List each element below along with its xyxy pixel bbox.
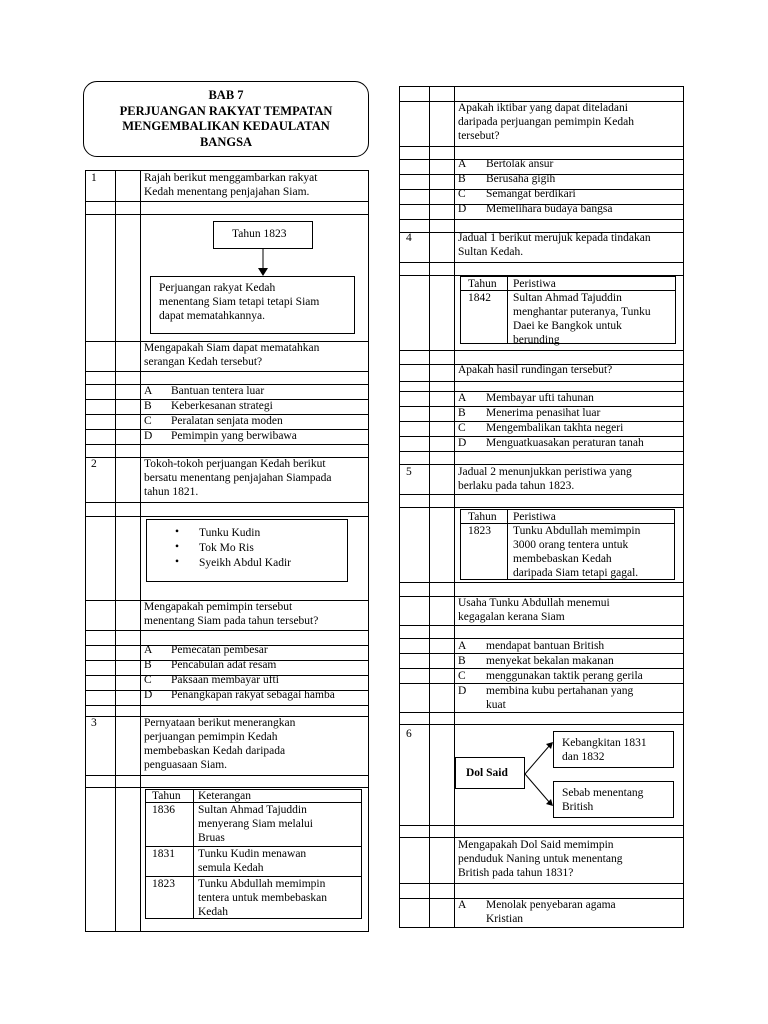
option-text: Semangat berdikari [486, 188, 576, 200]
option-letter: C [144, 674, 152, 686]
list-item: Tunku Kudin [199, 527, 261, 539]
option-text: membina kubu pertahanan yang [486, 685, 634, 697]
question-stem: Rajah berikut menggambarkan rakyat [144, 172, 318, 184]
option-letter: B [458, 173, 466, 185]
table-header: Tahun [468, 511, 497, 523]
question-stem: Kedah menentang penjajahan Siam. [144, 186, 310, 198]
option-letter: A [458, 899, 467, 911]
question-prompt: serangan Kedah tersebut? [144, 356, 263, 368]
question-stem: membebaskan Kedah daripada [144, 745, 286, 757]
question-number: 5 [406, 466, 412, 478]
option-letter: B [144, 659, 152, 671]
question-number: 2 [91, 458, 97, 470]
option-text: Bertolak ansur [486, 158, 554, 170]
question-prompt: Usaha Tunku Abdullah menemui [458, 597, 610, 609]
table-cell: 1836 [152, 804, 175, 816]
arrow-down-icon [255, 249, 271, 277]
branch-arrows-icon [524, 740, 556, 810]
leader-list-box [146, 519, 348, 582]
question-number: 6 [406, 728, 412, 740]
question-stem: Jadual 2 menunjukkan peristiwa yang [458, 466, 632, 478]
question-prompt: Apakah hasil rundingan tersebut? [458, 364, 613, 376]
question-stem: berlaku pada tahun 1823. [458, 480, 575, 492]
option-letter: D [458, 685, 467, 697]
table-cell: membebaskan Kedah [513, 553, 612, 565]
table-header: Tahun [152, 790, 181, 802]
table-header: Keterangan [198, 790, 251, 802]
question-stem: penguasaan Siam. [144, 759, 228, 771]
table-header: Tahun [468, 278, 497, 290]
option-letter: C [144, 415, 152, 427]
table-header: Peristiwa [513, 511, 556, 523]
question-stem: Jadual 1 berikut merujuk kepada tindakan [458, 232, 651, 244]
table-cell: 3000 orang tentera untuk [513, 539, 629, 551]
statement-table [145, 789, 362, 919]
table-cell: tentera untuk membebaskan [198, 892, 328, 904]
diagram-description-box: Perjuangan rakyat Kedah menentang Siam tetapi tetapi Siam dapat mematahkannya. [150, 276, 355, 334]
table-cell: Tunku Abdullah memimpin [198, 878, 326, 890]
option-text: Memelihara budaya bangsa [486, 203, 613, 215]
option-letter: B [458, 655, 466, 667]
chapter-title-line: MENGEMBALIKAN KEDAULATAN [122, 119, 330, 133]
option-text: Menerima penasihat luar [486, 407, 601, 419]
list-item: Tok Mo Ris [199, 542, 254, 554]
diagram-node-box: Sebab menentang British [553, 781, 674, 818]
diagram-center-box: Dol Said [455, 757, 525, 789]
option-letter: A [144, 644, 153, 656]
list-item: Syeikh Abdul Kadir [199, 557, 291, 569]
diagram-node-box: Kebangkitan 1831 dan 1832 [553, 731, 674, 768]
question-prompt: menentang Siam pada tahun tersebut? [144, 615, 319, 627]
event-table [460, 509, 675, 580]
option-letter: C [458, 422, 466, 434]
question-prompt: tersebut? [458, 130, 500, 142]
table-cell: daripada Siam tetapi gagal. [513, 567, 639, 579]
option-text: Keberkesanan strategi [171, 400, 273, 412]
option-letter: B [144, 400, 152, 412]
table-cell: Daei ke Bangkok untuk [513, 320, 622, 332]
option-text: Peralatan senjata moden [171, 415, 283, 427]
option-letter: A [458, 640, 467, 652]
option-text: Kristian [486, 913, 524, 925]
table-cell: Sultan Ahmad Tajuddin [198, 804, 307, 816]
table-cell: menyerang Siam melalui [198, 818, 313, 830]
chapter-number: BAB 7 [208, 88, 244, 102]
table-cell: 1823 [152, 878, 175, 890]
question-stem: Pernyataan berikut menerangkan [144, 717, 296, 729]
question-number: 4 [406, 232, 412, 244]
table-cell: 1823 [468, 525, 491, 537]
table-cell: Tunku Abdullah memimpin [513, 525, 641, 537]
list-item: • [175, 556, 180, 568]
option-letter: A [144, 385, 153, 397]
option-letter: D [144, 689, 153, 701]
question-number: 3 [91, 717, 97, 729]
question-stem: Tokoh-tokoh perjuangan Kedah berikut [144, 458, 326, 470]
table-header: Peristiwa [513, 278, 556, 290]
question-number: 1 [91, 172, 97, 184]
chapter-title-box [83, 81, 369, 157]
chapter-title-line: BANGSA [199, 134, 253, 149]
option-letter: D [458, 203, 467, 215]
option-text: mendapat bantuan British [486, 640, 605, 652]
diagram-year-box: Tahun 1823 [213, 221, 313, 249]
list-item: • [175, 541, 180, 553]
option-text: Pemecatan pembesar [171, 644, 268, 656]
question-stem: bersatu menentang penjajahan Siampada [144, 472, 332, 484]
question-prompt: Apakah iktibar yang dapat diteladani [458, 102, 628, 114]
option-text: Menguatkuasakan peraturan tanah [486, 437, 644, 449]
option-text: Membayar ufti tahunan [486, 392, 594, 404]
option-text: menggunakan taktik perang gerila [486, 670, 643, 682]
option-text: Bantuan tentera luar [171, 385, 265, 397]
chapter-title-line: PERJUANGAN RAKYAT TEMPATAN [119, 103, 333, 118]
option-letter: C [458, 188, 466, 200]
question-prompt: Mengapakah Dol Said memimpin [458, 839, 614, 851]
question-stem: tahun 1821. [144, 486, 199, 498]
question-stem: perjuangan pemimpin Kedah [144, 731, 278, 743]
option-text: Menolak penyebaran agama [486, 899, 616, 911]
event-table [460, 276, 676, 344]
question-prompt: kegagalan kerana Siam [458, 611, 565, 623]
option-letter: A [458, 158, 467, 170]
list-item: • [175, 526, 180, 538]
option-text: kuat [486, 699, 506, 711]
option-text: Mengembalikan takhta negeri [486, 422, 624, 434]
option-letter: D [144, 430, 153, 442]
option-text: Paksaan membayar ufti [171, 674, 279, 686]
option-text: Pemimpin yang berwibawa [171, 430, 297, 442]
option-letter: A [458, 392, 467, 404]
table-cell: berunding [513, 334, 560, 346]
question-prompt: British pada tahun 1831? [458, 867, 574, 879]
option-letter: B [458, 407, 466, 419]
option-text: menyekat bekalan makanan [486, 655, 614, 667]
question-stem: Sultan Kedah. [458, 246, 524, 258]
table-cell: 1842 [468, 292, 491, 304]
question-prompt: daripada perjuangan pemimpin Kedah [458, 116, 634, 128]
option-text: Penangkapan rakyat sebagai hamba [171, 689, 335, 701]
table-cell: menghantar puteranya, Tunku [513, 306, 651, 318]
option-text: Pencabulan adat resam [171, 659, 277, 671]
option-letter: C [458, 670, 466, 682]
table-cell: Bruas [198, 832, 225, 844]
table-cell: Kedah [198, 906, 229, 918]
question-prompt: Mengapakah pemimpin tersebut [144, 601, 293, 613]
question-prompt: penduduk Naning untuk menentang [458, 853, 623, 865]
table-cell: semula Kedah [198, 862, 264, 874]
table-cell: Tunku Kudin menawan [198, 848, 307, 860]
table-cell: 1831 [152, 848, 175, 860]
option-letter: D [458, 437, 467, 449]
question-prompt: Mengapakah Siam dapat mematahkan [144, 342, 320, 354]
option-text: Berusaha gigih [486, 173, 556, 185]
table-cell: Sultan Ahmad Tajuddin [513, 292, 622, 304]
